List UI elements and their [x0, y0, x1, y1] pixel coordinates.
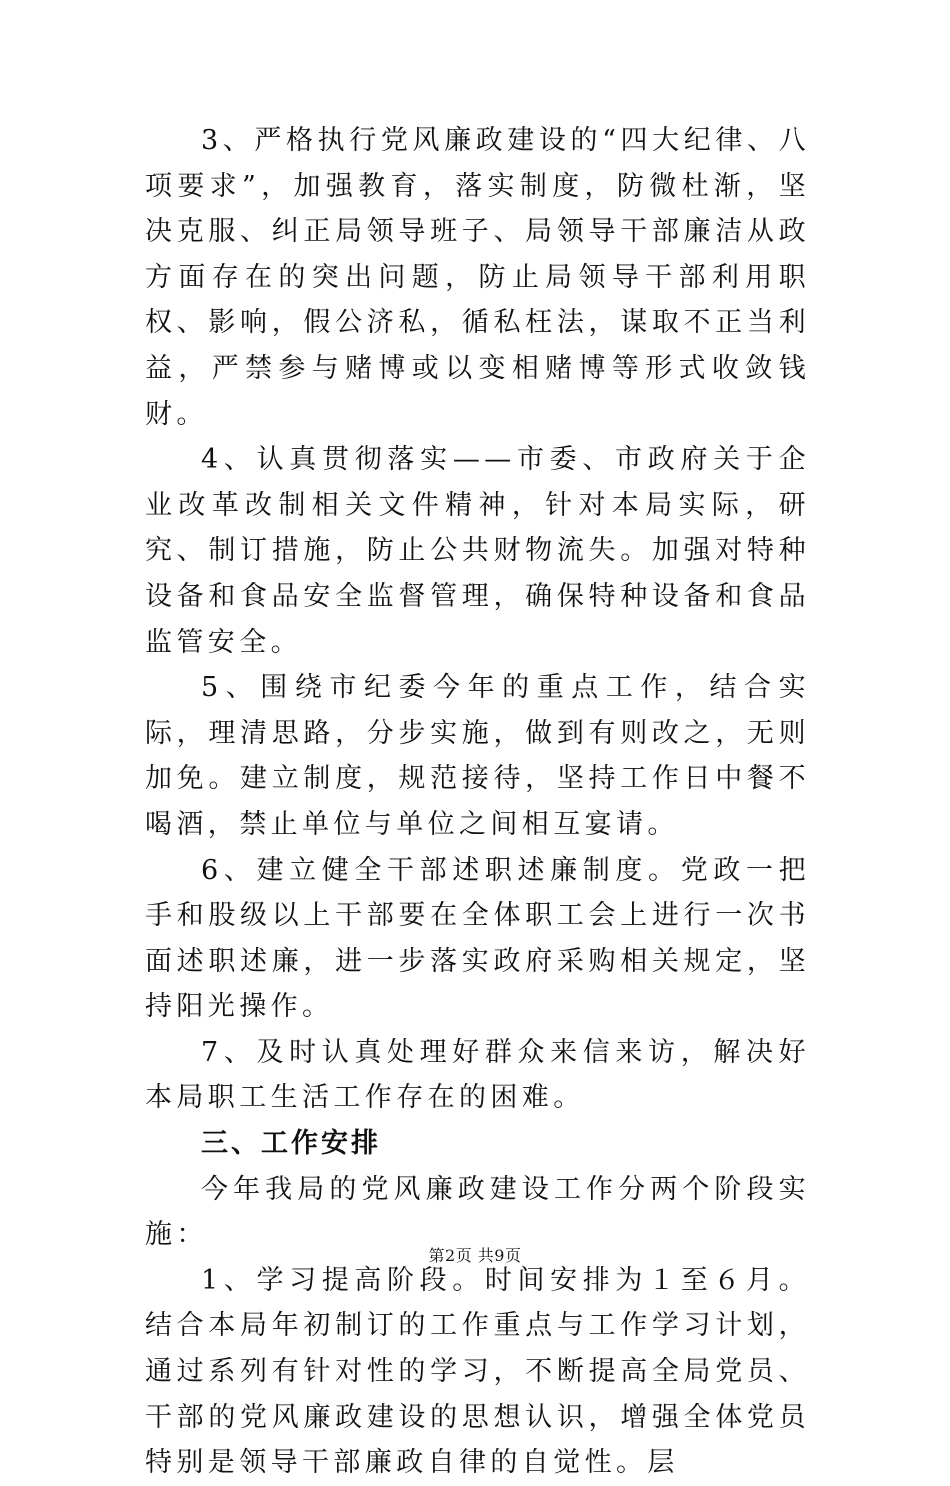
document-body [145, 118, 810, 1486]
section-heading-work-arrangement: 三、工作安排 [201, 1128, 381, 1160]
paragraph-item-7: 7、及时认真处理好群众来信来访，解决好本局职工生活工作存在的困难。 [145, 1036, 810, 1114]
paragraph-item-6: 6、建立健全干部述职述廉制度。党政一把手和股级以上干部要在全体职工会上进行一次书面述职述廉，进一步落实政府采购相关规定，坚持阳光操作。 [145, 854, 810, 1023]
paragraph-item-5: 5、围绕市纪委今年的重点工作，结合实际，理清思路，分步实施，做到有则改之，无则加免。建立制度，规范接待，坚持工作日中餐不喝酒，禁止单位与单位之间相互宴请。 [145, 672, 810, 840]
page-number-footer: 第2页 共9页 [428, 1246, 522, 1265]
paragraph-item-3: 3、严格执行党风廉政建设的“四大纪律、八项要求”，加强教育，落实制度，防微杜渐，坚决克服、纠正局领导班子、局领导干部廉洁从政方面存在的突出问题，防止局领导干部利用职权、影响，假公济私，循私枉法，谋取不正当利益，严禁参与赌博或以变相赌博等形式收敛钱财。 [145, 125, 810, 430]
paragraph-intro-phases: 今年我局的党风廉政建设工作分两个阶段实施： [145, 1173, 810, 1251]
paragraph-item-4: 4、认真贯彻落实——市委、市政府关于企业改革改制相关文件精神，针对本局实际，研究、制订措施，防止公共财物流失。加强对特种设备和食品安全监督管理，确保特种设备和食品监管安全。 [145, 444, 810, 658]
paragraph-phase-1: 1、学习提高阶段。时间安排为１至６月。结合本局年初制订的工作重点与工作学习计划，通过系列有针对性的学习，不断提高全局党员、干部的党风廉政建设的思想认识，增强全体党员特别是领导干部廉政自律的自觉性。层 [145, 1264, 810, 1479]
